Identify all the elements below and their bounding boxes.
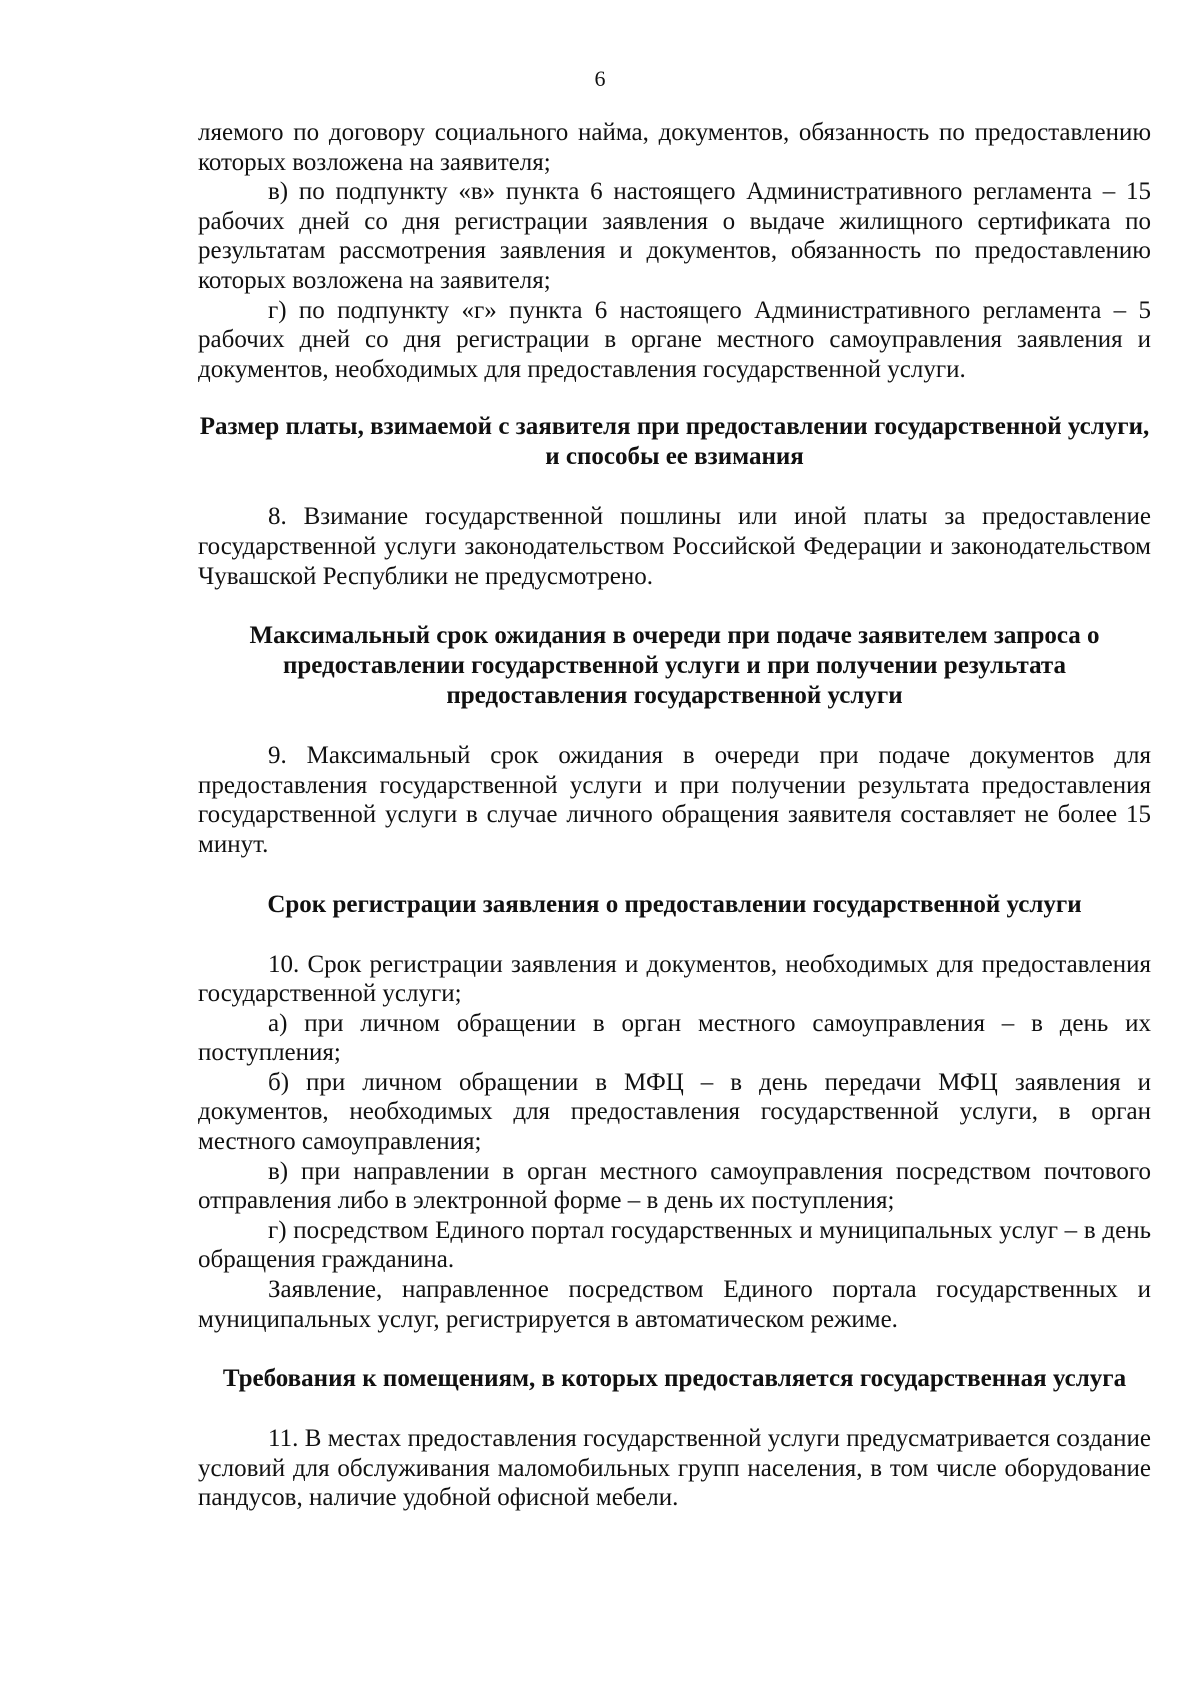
heading-fee: Размер платы, взимаемой с заявителя при предоставлении государственной услуги, и способы ее взимания xyxy=(199,413,1150,471)
paragraph-9: 9. Максимальный срок ожидания в очереди при подаче документов для предоставления государственной услуги и при получении результата предоставления государственной услуги в случае личного обращения заявителя составляет не более 15 минут. xyxy=(198,742,1151,858)
paragraph-10-b: б) при личном обращении в МФЦ – в день передачи МФЦ заявления и документов, необходимых для предоставления государственной услуги, в орган местного самоуправления; xyxy=(198,1068,1151,1156)
paragraph-8: 8. Взимание государственной пошлины или иной платы за предоставление государственной услуги законодательством Российской Федерации и законодательством Чувашской Республики не предусмотрено. xyxy=(198,503,1151,590)
heading-premises-requirements: Требования к помещениям, в которых предоставляется государственная услуга xyxy=(222,1365,1127,1393)
page-number: 6 xyxy=(594,66,606,91)
paragraph-item-g: г) по подпункту «г» пункта 6 настоящего Административного регламента – 5 рабочих дней со дня регистрации в органе местного самоуправления заявления и документов, необходимых для предоставления государственной услуги. xyxy=(198,296,1151,383)
heading-registration-term: Срок регистрации заявления о предоставлении государственной услуги xyxy=(267,890,1082,918)
paragraph-10-a: а) при личном обращении в орган местного самоуправления – в день их поступления; xyxy=(198,1009,1151,1067)
paragraph-10-statement: Заявление, направленное посредством Единого портала государственных и муниципальных услуг, регистрируется в автоматическом режиме. xyxy=(198,1276,1151,1333)
document-body xyxy=(198,118,1151,1513)
paragraph-11: 11. В местах предоставления государственной услуги предусматривается создание условий для обслуживания маломобильных групп населения, в том числе оборудование пандусов, наличие удобной офисной мебели. xyxy=(198,1425,1151,1512)
heading-waiting-time: Максимальный срок ожидания в очереди при подаче заявителем запроса о предоставлении государственной услуги и при получении результата предоставления государственной услуги xyxy=(249,622,1100,710)
paragraph-item-v: в) по подпункту «в» пункта 6 настоящего Административного регламента – 15 рабочих дней со дня регистрации заявления о выдаче жилищного сертификата по результатам рассмотрения заявления и документов, обязанность по предоставлению которых возложена на заявителя; xyxy=(198,178,1151,294)
paragraph-10-g: г) посредством Единого портал государственных и муниципальных услуг – в день обращения гражданина. xyxy=(198,1216,1151,1274)
paragraph-10-v: в) при направлении в орган местного самоуправления посредством почтового отправления либо в электронной форме – в день их поступления; xyxy=(198,1157,1151,1215)
paragraph-continuation: ляемого по договору социального найма, документов, обязанность по предоставлению которых возложена на заявителя; xyxy=(198,119,1151,176)
paragraph-10: 10. Срок регистрации заявления и документов, необходимых для предоставления государственной услуги; xyxy=(198,950,1151,1008)
